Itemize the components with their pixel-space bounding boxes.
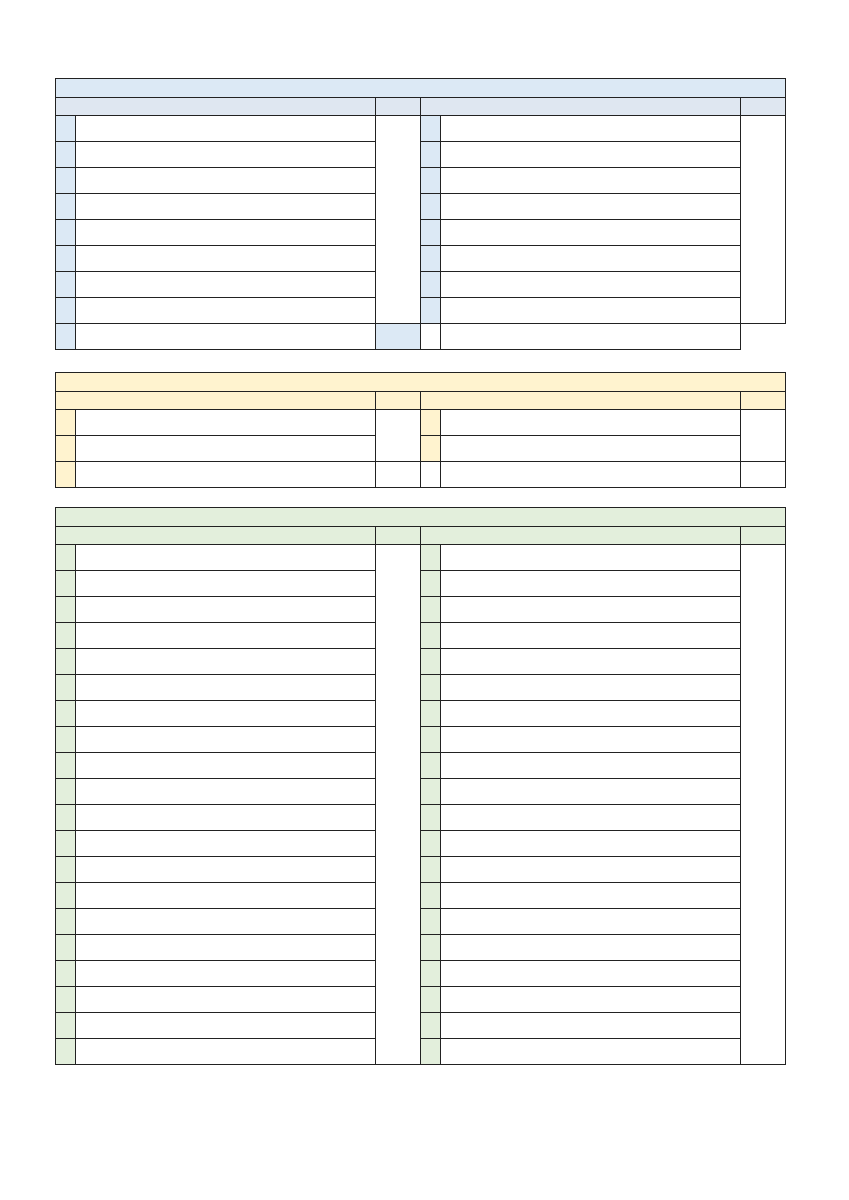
row-number (56, 194, 76, 220)
row-number (56, 545, 76, 571)
column-header (376, 527, 421, 545)
form-name-cell (441, 935, 741, 961)
row-number (421, 909, 441, 935)
form-name-cell (76, 727, 376, 753)
row-number (421, 571, 441, 597)
row-number (421, 935, 441, 961)
row-number (56, 935, 76, 961)
row-number (56, 571, 76, 597)
form-name-cell (76, 194, 376, 220)
form-name-cell (441, 410, 741, 436)
form-name-cell (441, 805, 741, 831)
row-number (421, 961, 441, 987)
form-name-cell (441, 220, 741, 246)
form-name-cell (76, 168, 376, 194)
row-number (421, 805, 441, 831)
row-number (421, 883, 441, 909)
form-name-cell (76, 436, 376, 462)
row-number (421, 436, 441, 462)
column-header (741, 527, 786, 545)
row-number (56, 857, 76, 883)
form-name-cell (76, 961, 376, 987)
blank-cell (441, 462, 741, 488)
form-name-cell (76, 272, 376, 298)
form-name-cell (76, 462, 376, 488)
row-number (56, 1039, 76, 1065)
row-number (421, 194, 441, 220)
form-name-cell (441, 116, 741, 142)
form-name-cell (441, 194, 741, 220)
form-name-cell (441, 753, 741, 779)
form-name-cell (76, 1013, 376, 1039)
row-number (56, 649, 76, 675)
row-number (421, 727, 441, 753)
row-number (56, 1013, 76, 1039)
blank-cell (741, 462, 786, 488)
row-number (56, 727, 76, 753)
form-name-cell (76, 675, 376, 701)
form-name-cell (441, 298, 741, 324)
form-name-cell (76, 701, 376, 727)
row-number (56, 623, 76, 649)
row-number (56, 410, 76, 436)
form-name-cell (441, 571, 741, 597)
form-name-cell (421, 324, 441, 350)
row-number (421, 753, 441, 779)
blank-cell (421, 462, 441, 488)
form-name-cell (441, 436, 741, 462)
row-number (376, 324, 421, 350)
form-name-cell (441, 623, 741, 649)
row-number (421, 701, 441, 727)
row-number (56, 701, 76, 727)
office-cell (741, 116, 786, 324)
office-cell (741, 545, 786, 1065)
form-name-cell (76, 116, 376, 142)
form-name-cell (76, 649, 376, 675)
column-header (741, 98, 786, 116)
form-name-cell (76, 779, 376, 805)
row-number (56, 168, 76, 194)
form-name-cell (76, 883, 376, 909)
row-number (421, 545, 441, 571)
row-number (56, 597, 76, 623)
row-number (56, 246, 76, 272)
row-number (56, 436, 76, 462)
row-number (56, 753, 76, 779)
form-name-cell (441, 909, 741, 935)
form-name-cell (76, 623, 376, 649)
office-cell (376, 116, 421, 324)
form-name-cell (441, 142, 741, 168)
section-title (56, 508, 786, 527)
section-title (56, 373, 786, 392)
row-number (421, 831, 441, 857)
row-number (421, 272, 441, 298)
row-number (56, 909, 76, 935)
office-cell (376, 410, 421, 462)
form-name-cell (441, 779, 741, 805)
row-number (56, 987, 76, 1013)
row-number (421, 246, 441, 272)
row-number (421, 116, 441, 142)
office-cell (441, 324, 741, 350)
column-header (421, 98, 741, 116)
form-name-cell (441, 883, 741, 909)
row-number (421, 168, 441, 194)
row-number (56, 779, 76, 805)
column-header (376, 392, 421, 410)
column-header (421, 392, 741, 410)
column-header (56, 527, 376, 545)
form-name-cell (441, 961, 741, 987)
row-number (56, 142, 76, 168)
row-number (421, 410, 441, 436)
form-name-cell (76, 909, 376, 935)
form-name-cell (76, 597, 376, 623)
row-number (421, 779, 441, 805)
form-name-cell (441, 987, 741, 1013)
form-name-cell (441, 649, 741, 675)
form-name-cell (76, 246, 376, 272)
row-number (421, 1013, 441, 1039)
column-header (56, 98, 376, 116)
row-number (56, 675, 76, 701)
row-number (421, 142, 441, 168)
row-number (421, 220, 441, 246)
form-name-cell (441, 597, 741, 623)
form-name-cell (441, 545, 741, 571)
form-name-cell (76, 142, 376, 168)
row-number (421, 597, 441, 623)
form-name-cell (76, 805, 376, 831)
row-number (421, 675, 441, 701)
row-number (56, 298, 76, 324)
form-name-cell (441, 1013, 741, 1039)
form-name-cell (441, 831, 741, 857)
office-cell (376, 545, 421, 1065)
row-number (56, 116, 76, 142)
form-name-cell (441, 272, 741, 298)
form-name-cell (441, 857, 741, 883)
form-name-cell (76, 571, 376, 597)
form-name-cell (76, 935, 376, 961)
row-number (56, 961, 76, 987)
row-number (421, 298, 441, 324)
form-name-cell (76, 545, 376, 571)
row-number (421, 649, 441, 675)
form-name-cell (441, 1039, 741, 1065)
form-name-cell (76, 753, 376, 779)
section-table-2 (55, 372, 786, 488)
row-number (421, 987, 441, 1013)
row-number (56, 220, 76, 246)
form-name-cell (441, 727, 741, 753)
form-name-cell (76, 857, 376, 883)
form-name-cell (76, 220, 376, 246)
form-name-cell (76, 1039, 376, 1065)
blank-cell (376, 462, 421, 488)
section-table-1 (55, 78, 786, 350)
section-title (56, 79, 786, 98)
row-number (421, 857, 441, 883)
row-number (56, 805, 76, 831)
form-name-cell (76, 987, 376, 1013)
row-number (56, 272, 76, 298)
column-header (421, 527, 741, 545)
office-cell (741, 410, 786, 462)
form-name-cell (441, 168, 741, 194)
row-number (56, 324, 76, 350)
form-name-cell (76, 831, 376, 857)
column-header (376, 98, 421, 116)
section-table-3 (55, 507, 786, 1065)
form-name-cell (441, 701, 741, 727)
form-name-cell (76, 298, 376, 324)
row-number (421, 1039, 441, 1065)
row-number (56, 831, 76, 857)
row-number (421, 623, 441, 649)
column-header (741, 392, 786, 410)
column-header (56, 392, 376, 410)
form-name-cell (76, 410, 376, 436)
row-number (56, 883, 76, 909)
form-name-cell (441, 246, 741, 272)
form-name-cell (441, 675, 741, 701)
row-number (56, 462, 76, 488)
form-name-cell (76, 324, 376, 350)
